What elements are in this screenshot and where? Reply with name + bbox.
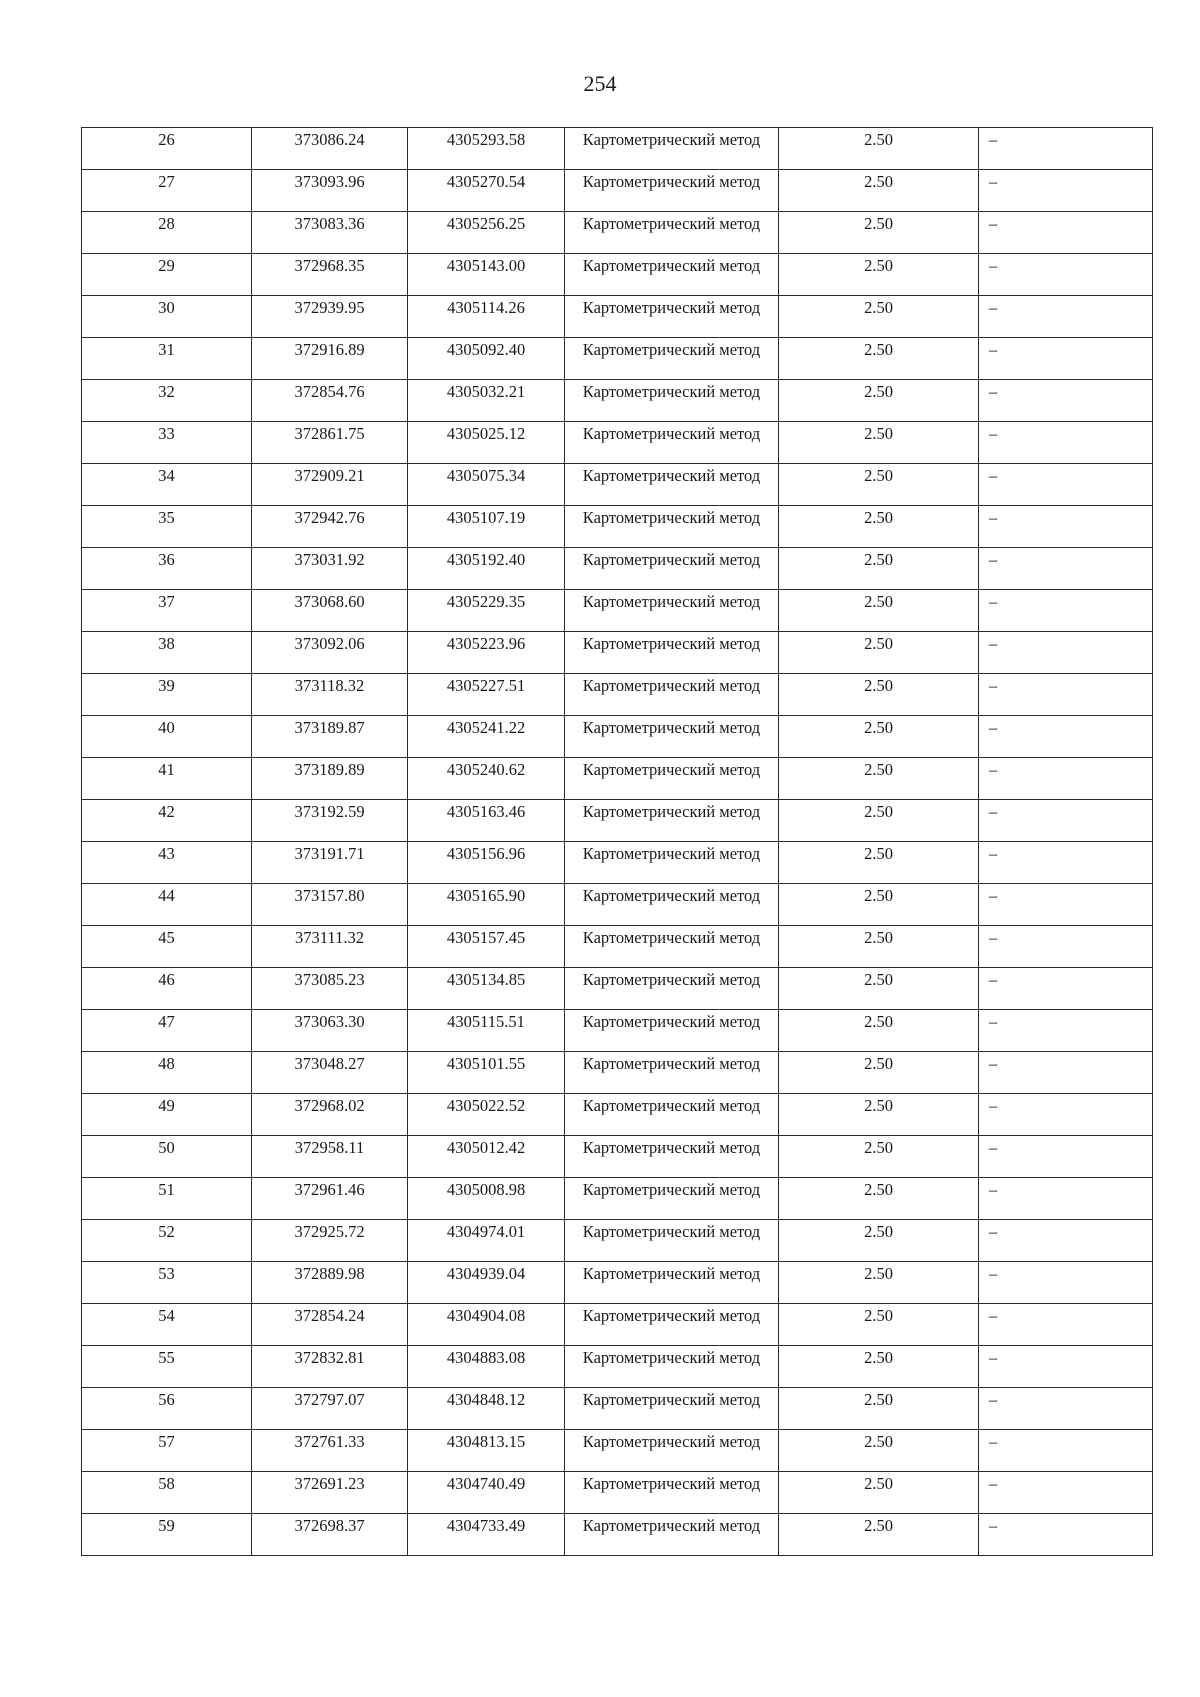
method-cell: Картометрический метод xyxy=(565,716,779,758)
x-coordinate-cell: 373063.30 xyxy=(252,1010,408,1052)
y-coordinate-cell: 4305240.62 xyxy=(408,758,565,800)
accuracy-cell: 2.50 xyxy=(779,674,979,716)
method-cell: Картометрический метод xyxy=(565,506,779,548)
table-row xyxy=(82,1262,1153,1304)
remark-cell: – xyxy=(979,1346,1153,1388)
method-cell: Картометрический метод xyxy=(565,254,779,296)
method-cell: Картометрический метод xyxy=(565,1178,779,1220)
y-coordinate-cell: 4305134.85 xyxy=(408,968,565,1010)
table-row xyxy=(82,1052,1153,1094)
point-number-cell: 48 xyxy=(82,1052,252,1094)
point-number-cell: 29 xyxy=(82,254,252,296)
point-number-cell: 57 xyxy=(82,1430,252,1472)
y-coordinate-cell: 4305107.19 xyxy=(408,506,565,548)
table-row xyxy=(82,506,1153,548)
x-coordinate-cell: 372968.02 xyxy=(252,1094,408,1136)
y-coordinate-cell: 4305227.51 xyxy=(408,674,565,716)
remark-cell: – xyxy=(979,1052,1153,1094)
table-row xyxy=(82,128,1153,170)
accuracy-cell: 2.50 xyxy=(779,506,979,548)
y-coordinate-cell: 4305143.00 xyxy=(408,254,565,296)
method-cell: Картометрический метод xyxy=(565,1514,779,1556)
table-row xyxy=(82,296,1153,338)
point-number-cell: 52 xyxy=(82,1220,252,1262)
point-number-cell: 45 xyxy=(82,926,252,968)
remark-cell: – xyxy=(979,1262,1153,1304)
table-row xyxy=(82,632,1153,674)
accuracy-cell: 2.50 xyxy=(779,968,979,1010)
point-number-cell: 32 xyxy=(82,380,252,422)
x-coordinate-cell: 372909.21 xyxy=(252,464,408,506)
remark-cell: – xyxy=(979,548,1153,590)
point-number-cell: 35 xyxy=(82,506,252,548)
x-coordinate-cell: 373092.06 xyxy=(252,632,408,674)
x-coordinate-cell: 372797.07 xyxy=(252,1388,408,1430)
remark-cell: – xyxy=(979,1094,1153,1136)
x-coordinate-cell: 373085.23 xyxy=(252,968,408,1010)
method-cell: Картометрический метод xyxy=(565,842,779,884)
point-number-cell: 47 xyxy=(82,1010,252,1052)
point-number-cell: 50 xyxy=(82,1136,252,1178)
y-coordinate-cell: 4305229.35 xyxy=(408,590,565,632)
point-number-cell: 43 xyxy=(82,842,252,884)
table-row xyxy=(82,926,1153,968)
method-cell: Картометрический метод xyxy=(565,464,779,506)
table-row xyxy=(82,716,1153,758)
x-coordinate-cell: 373083.36 xyxy=(252,212,408,254)
point-number-cell: 28 xyxy=(82,212,252,254)
x-coordinate-cell: 373068.60 xyxy=(252,590,408,632)
point-number-cell: 59 xyxy=(82,1514,252,1556)
y-coordinate-cell: 4305241.22 xyxy=(408,716,565,758)
remark-cell: – xyxy=(979,1010,1153,1052)
y-coordinate-cell: 4304883.08 xyxy=(408,1346,565,1388)
accuracy-cell: 2.50 xyxy=(779,1346,979,1388)
table-row xyxy=(82,800,1153,842)
point-number-cell: 39 xyxy=(82,674,252,716)
accuracy-cell: 2.50 xyxy=(779,1094,979,1136)
x-coordinate-cell: 372854.24 xyxy=(252,1304,408,1346)
remark-cell: – xyxy=(979,632,1153,674)
point-number-cell: 33 xyxy=(82,422,252,464)
point-number-cell: 40 xyxy=(82,716,252,758)
remark-cell: – xyxy=(979,1388,1153,1430)
table-row xyxy=(82,548,1153,590)
table-row xyxy=(82,1220,1153,1262)
x-coordinate-cell: 373189.87 xyxy=(252,716,408,758)
remark-cell: – xyxy=(979,1220,1153,1262)
point-number-cell: 34 xyxy=(82,464,252,506)
point-number-cell: 49 xyxy=(82,1094,252,1136)
method-cell: Картометрический метод xyxy=(565,1304,779,1346)
y-coordinate-cell: 4305114.26 xyxy=(408,296,565,338)
remark-cell: – xyxy=(979,842,1153,884)
accuracy-cell: 2.50 xyxy=(779,926,979,968)
point-number-cell: 53 xyxy=(82,1262,252,1304)
table-row xyxy=(82,1136,1153,1178)
accuracy-cell: 2.50 xyxy=(779,632,979,674)
x-coordinate-cell: 372761.33 xyxy=(252,1430,408,1472)
y-coordinate-cell: 4305092.40 xyxy=(408,338,565,380)
table-row xyxy=(82,1388,1153,1430)
method-cell: Картометрический метод xyxy=(565,1430,779,1472)
method-cell: Картометрический метод xyxy=(565,380,779,422)
remark-cell: – xyxy=(979,674,1153,716)
point-number-cell: 54 xyxy=(82,1304,252,1346)
x-coordinate-cell: 372889.98 xyxy=(252,1262,408,1304)
accuracy-cell: 2.50 xyxy=(779,128,979,170)
point-number-cell: 56 xyxy=(82,1388,252,1430)
table-row xyxy=(82,380,1153,422)
accuracy-cell: 2.50 xyxy=(779,800,979,842)
method-cell: Картометрический метод xyxy=(565,1136,779,1178)
table-row xyxy=(82,1178,1153,1220)
table-row xyxy=(82,758,1153,800)
method-cell: Картометрический метод xyxy=(565,296,779,338)
table-row xyxy=(82,170,1153,212)
x-coordinate-cell: 372942.76 xyxy=(252,506,408,548)
accuracy-cell: 2.50 xyxy=(779,548,979,590)
method-cell: Картометрический метод xyxy=(565,1052,779,1094)
remark-cell: – xyxy=(979,926,1153,968)
accuracy-cell: 2.50 xyxy=(779,758,979,800)
y-coordinate-cell: 4305157.45 xyxy=(408,926,565,968)
remark-cell: – xyxy=(979,254,1153,296)
method-cell: Картометрический метод xyxy=(565,1010,779,1052)
remark-cell: – xyxy=(979,464,1153,506)
point-number-cell: 46 xyxy=(82,968,252,1010)
method-cell: Картометрический метод xyxy=(565,632,779,674)
x-coordinate-cell: 372939.95 xyxy=(252,296,408,338)
remark-cell: – xyxy=(979,1136,1153,1178)
remark-cell: – xyxy=(979,884,1153,926)
table-row xyxy=(82,590,1153,632)
x-coordinate-cell: 373118.32 xyxy=(252,674,408,716)
x-coordinate-cell: 372958.11 xyxy=(252,1136,408,1178)
remark-cell: – xyxy=(979,212,1153,254)
table-row xyxy=(82,338,1153,380)
accuracy-cell: 2.50 xyxy=(779,1052,979,1094)
accuracy-cell: 2.50 xyxy=(779,1388,979,1430)
x-coordinate-cell: 373031.92 xyxy=(252,548,408,590)
accuracy-cell: 2.50 xyxy=(779,1514,979,1556)
x-coordinate-cell: 373086.24 xyxy=(252,128,408,170)
method-cell: Картометрический метод xyxy=(565,590,779,632)
point-number-cell: 38 xyxy=(82,632,252,674)
y-coordinate-cell: 4304740.49 xyxy=(408,1472,565,1514)
remark-cell: – xyxy=(979,506,1153,548)
x-coordinate-cell: 373111.32 xyxy=(252,926,408,968)
table-row xyxy=(82,968,1153,1010)
remark-cell: – xyxy=(979,1430,1153,1472)
remark-cell: – xyxy=(979,1514,1153,1556)
method-cell: Картометрический метод xyxy=(565,884,779,926)
y-coordinate-cell: 4305256.25 xyxy=(408,212,565,254)
x-coordinate-cell: 373192.59 xyxy=(252,800,408,842)
point-number-cell: 36 xyxy=(82,548,252,590)
accuracy-cell: 2.50 xyxy=(779,170,979,212)
x-coordinate-cell: 373189.89 xyxy=(252,758,408,800)
method-cell: Картометрический метод xyxy=(565,1472,779,1514)
y-coordinate-cell: 4304974.01 xyxy=(408,1220,565,1262)
method-cell: Картометрический метод xyxy=(565,422,779,464)
table-row xyxy=(82,1094,1153,1136)
table-row xyxy=(82,212,1153,254)
y-coordinate-cell: 4305163.46 xyxy=(408,800,565,842)
table-row xyxy=(82,464,1153,506)
point-number-cell: 30 xyxy=(82,296,252,338)
method-cell: Картометрический метод xyxy=(565,212,779,254)
x-coordinate-cell: 372925.72 xyxy=(252,1220,408,1262)
table-row xyxy=(82,1472,1153,1514)
accuracy-cell: 2.50 xyxy=(779,464,979,506)
table-row xyxy=(82,1304,1153,1346)
method-cell: Картометрический метод xyxy=(565,1220,779,1262)
coordinates-table-body xyxy=(82,128,1153,1556)
x-coordinate-cell: 372698.37 xyxy=(252,1514,408,1556)
y-coordinate-cell: 4305008.98 xyxy=(408,1178,565,1220)
method-cell: Картометрический метод xyxy=(565,926,779,968)
point-number-cell: 31 xyxy=(82,338,252,380)
y-coordinate-cell: 4304904.08 xyxy=(408,1304,565,1346)
table-row xyxy=(82,1346,1153,1388)
method-cell: Картометрический метод xyxy=(565,800,779,842)
accuracy-cell: 2.50 xyxy=(779,212,979,254)
method-cell: Картометрический метод xyxy=(565,548,779,590)
table-row xyxy=(82,674,1153,716)
accuracy-cell: 2.50 xyxy=(779,254,979,296)
accuracy-cell: 2.50 xyxy=(779,380,979,422)
point-number-cell: 58 xyxy=(82,1472,252,1514)
accuracy-cell: 2.50 xyxy=(779,884,979,926)
x-coordinate-cell: 372861.75 xyxy=(252,422,408,464)
remark-cell: – xyxy=(979,590,1153,632)
x-coordinate-cell: 373048.27 xyxy=(252,1052,408,1094)
y-coordinate-cell: 4305022.52 xyxy=(408,1094,565,1136)
x-coordinate-cell: 372691.23 xyxy=(252,1472,408,1514)
x-coordinate-cell: 373157.80 xyxy=(252,884,408,926)
point-number-cell: 55 xyxy=(82,1346,252,1388)
method-cell: Картометрический метод xyxy=(565,1346,779,1388)
remark-cell: – xyxy=(979,170,1153,212)
accuracy-cell: 2.50 xyxy=(779,1472,979,1514)
y-coordinate-cell: 4304733.49 xyxy=(408,1514,565,1556)
x-coordinate-cell: 372968.35 xyxy=(252,254,408,296)
method-cell: Картометрический метод xyxy=(565,968,779,1010)
page-number: 254 xyxy=(583,71,617,96)
x-coordinate-cell: 372832.81 xyxy=(252,1346,408,1388)
remark-cell: – xyxy=(979,716,1153,758)
table-row xyxy=(82,842,1153,884)
remark-cell: – xyxy=(979,422,1153,464)
y-coordinate-cell: 4305293.58 xyxy=(408,128,565,170)
accuracy-cell: 2.50 xyxy=(779,1304,979,1346)
table-row xyxy=(82,1430,1153,1472)
point-number-cell: 51 xyxy=(82,1178,252,1220)
point-number-cell: 26 xyxy=(82,128,252,170)
remark-cell: – xyxy=(979,1472,1153,1514)
y-coordinate-cell: 4305156.96 xyxy=(408,842,565,884)
accuracy-cell: 2.50 xyxy=(779,1010,979,1052)
y-coordinate-cell: 4305025.12 xyxy=(408,422,565,464)
method-cell: Картометрический метод xyxy=(565,758,779,800)
remark-cell: – xyxy=(979,1178,1153,1220)
x-coordinate-cell: 372854.76 xyxy=(252,380,408,422)
point-number-cell: 37 xyxy=(82,590,252,632)
x-coordinate-cell: 373093.96 xyxy=(252,170,408,212)
accuracy-cell: 2.50 xyxy=(779,842,979,884)
x-coordinate-cell: 373191.71 xyxy=(252,842,408,884)
method-cell: Картометрический метод xyxy=(565,674,779,716)
y-coordinate-cell: 4305075.34 xyxy=(408,464,565,506)
method-cell: Картометрический метод xyxy=(565,128,779,170)
y-coordinate-cell: 4305032.21 xyxy=(408,380,565,422)
method-cell: Картометрический метод xyxy=(565,1388,779,1430)
table-row xyxy=(82,884,1153,926)
remark-cell: – xyxy=(979,1304,1153,1346)
y-coordinate-cell: 4304848.12 xyxy=(408,1388,565,1430)
remark-cell: – xyxy=(979,758,1153,800)
y-coordinate-cell: 4304813.15 xyxy=(408,1430,565,1472)
y-coordinate-cell: 4305192.40 xyxy=(408,548,565,590)
accuracy-cell: 2.50 xyxy=(779,422,979,464)
x-coordinate-cell: 372961.46 xyxy=(252,1178,408,1220)
accuracy-cell: 2.50 xyxy=(779,716,979,758)
remark-cell: – xyxy=(979,968,1153,1010)
point-number-cell: 42 xyxy=(82,800,252,842)
accuracy-cell: 2.50 xyxy=(779,590,979,632)
method-cell: Картометрический метод xyxy=(565,1094,779,1136)
table-row xyxy=(82,1514,1153,1556)
table-row xyxy=(82,254,1153,296)
accuracy-cell: 2.50 xyxy=(779,1178,979,1220)
accuracy-cell: 2.50 xyxy=(779,1220,979,1262)
accuracy-cell: 2.50 xyxy=(779,1430,979,1472)
method-cell: Картометрический метод xyxy=(565,1262,779,1304)
point-number-cell: 27 xyxy=(82,170,252,212)
x-coordinate-cell: 372916.89 xyxy=(252,338,408,380)
coordinates-table xyxy=(81,127,1153,1556)
point-number-cell: 44 xyxy=(82,884,252,926)
remark-cell: – xyxy=(979,380,1153,422)
method-cell: Картометрический метод xyxy=(565,170,779,212)
remark-cell: – xyxy=(979,128,1153,170)
remark-cell: – xyxy=(979,296,1153,338)
accuracy-cell: 2.50 xyxy=(779,338,979,380)
remark-cell: – xyxy=(979,800,1153,842)
remark-cell: – xyxy=(979,338,1153,380)
table-row xyxy=(82,422,1153,464)
point-number-cell: 41 xyxy=(82,758,252,800)
method-cell: Картометрический метод xyxy=(565,338,779,380)
accuracy-cell: 2.50 xyxy=(779,1262,979,1304)
y-coordinate-cell: 4305012.42 xyxy=(408,1136,565,1178)
y-coordinate-cell: 4305270.54 xyxy=(408,170,565,212)
y-coordinate-cell: 4305101.55 xyxy=(408,1052,565,1094)
y-coordinate-cell: 4305115.51 xyxy=(408,1010,565,1052)
accuracy-cell: 2.50 xyxy=(779,1136,979,1178)
y-coordinate-cell: 4305165.90 xyxy=(408,884,565,926)
y-coordinate-cell: 4305223.96 xyxy=(408,632,565,674)
accuracy-cell: 2.50 xyxy=(779,296,979,338)
table-row xyxy=(82,1010,1153,1052)
y-coordinate-cell: 4304939.04 xyxy=(408,1262,565,1304)
